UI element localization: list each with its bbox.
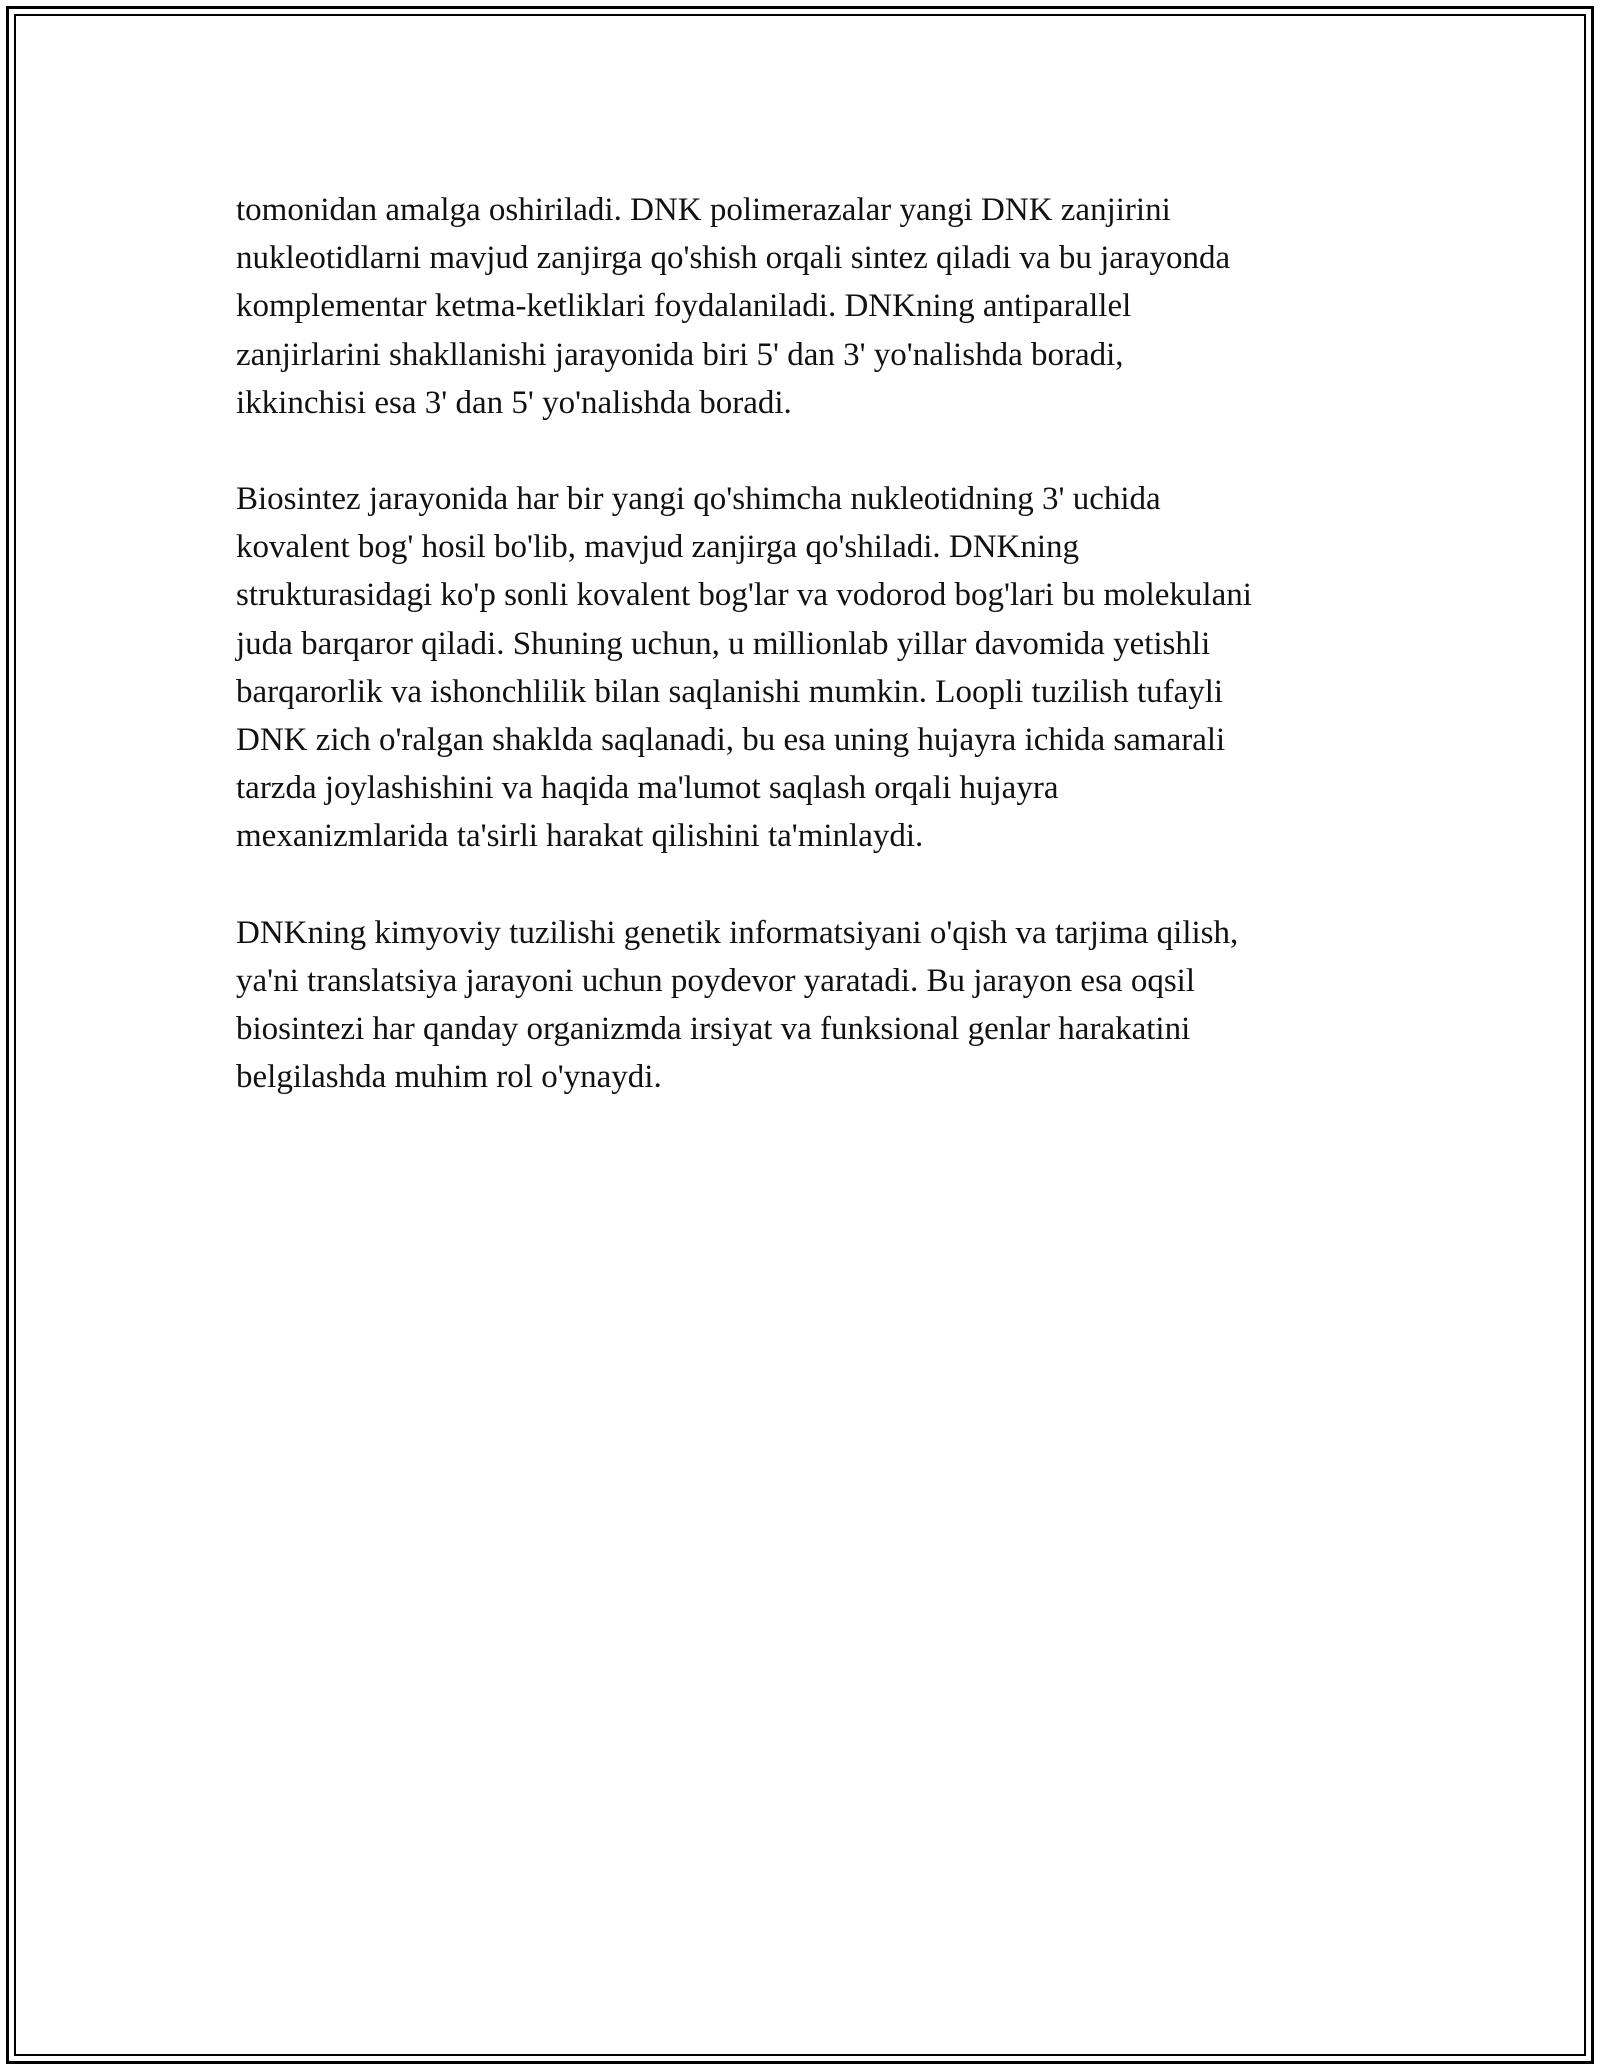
text-line: belgilashda muhim rol o'ynaydi.	[236, 1059, 662, 1096]
page-body	[236, 186, 1376, 1149]
paragraph-3	[236, 909, 1376, 1102]
paragraph-1	[236, 186, 1376, 427]
text-line: ikkinchisi esa 3' dan 5' yo'nalishda boradi.	[236, 384, 792, 421]
text-line: kovalent bog' hosil bo'lib, mavjud zanjirga qo'shiladi. DNKning	[236, 529, 1080, 566]
text-line: mexanizmlarida ta'sirli harakat qilishini ta'minlaydi.	[236, 818, 924, 855]
text-line: juda barqaror qiladi. Shuning uchun, u millionlab yillar davomida yetishli	[236, 625, 1211, 662]
paragraph-2	[236, 475, 1376, 861]
text-line: barqarorlik va ishonchlilik bilan saqlanishi mumkin. Loopli tuzilish tufayli	[236, 673, 1224, 710]
text-line: DNKning kimyoviy tuzilishi genetik informatsiyani o'qish va tarjima qilish,	[236, 914, 1239, 951]
text-line: biosintezi har qanday organizmda irsiyat va funksional genlar harakatini	[236, 1011, 1191, 1048]
text-line: tarzda joylashishini va haqida ma'lumot saqlash orqali hujayra	[236, 770, 1059, 807]
text-line: nukleotidlarni mavjud zanjirga qo'shish orqali sintez qiladi va bu jarayonda	[236, 240, 1231, 277]
text-line: komplementar ketma-ketliklari foydalaniladi. DNKning antiparallel	[236, 288, 1132, 325]
text-line: ya'ni translatsiya jarayoni uchun poydevor yaratadi. Bu jarayon esa oqsil	[236, 962, 1195, 999]
text-line: tomonidan amalga oshiriladi. DNK polimerazalar yangi DNK zanjirini	[236, 192, 1171, 228]
text-line: zanjirlarini shakllanishi jarayonida biri 5' dan 3' yo'nalishda boradi,	[236, 336, 1124, 373]
text-line: strukturasidagi ko'p sonli kovalent bog'lar va vodorod bog'lari bu molekulani	[236, 577, 1252, 614]
text-line: DNK zich o'ralgan shaklda saqlanadi, bu esa uning hujayra ichida samarali	[236, 722, 1226, 759]
text-line: Biosintez jarayonida har bir yangi qo'shimcha nukleotidning 3' uchida	[236, 481, 1161, 518]
